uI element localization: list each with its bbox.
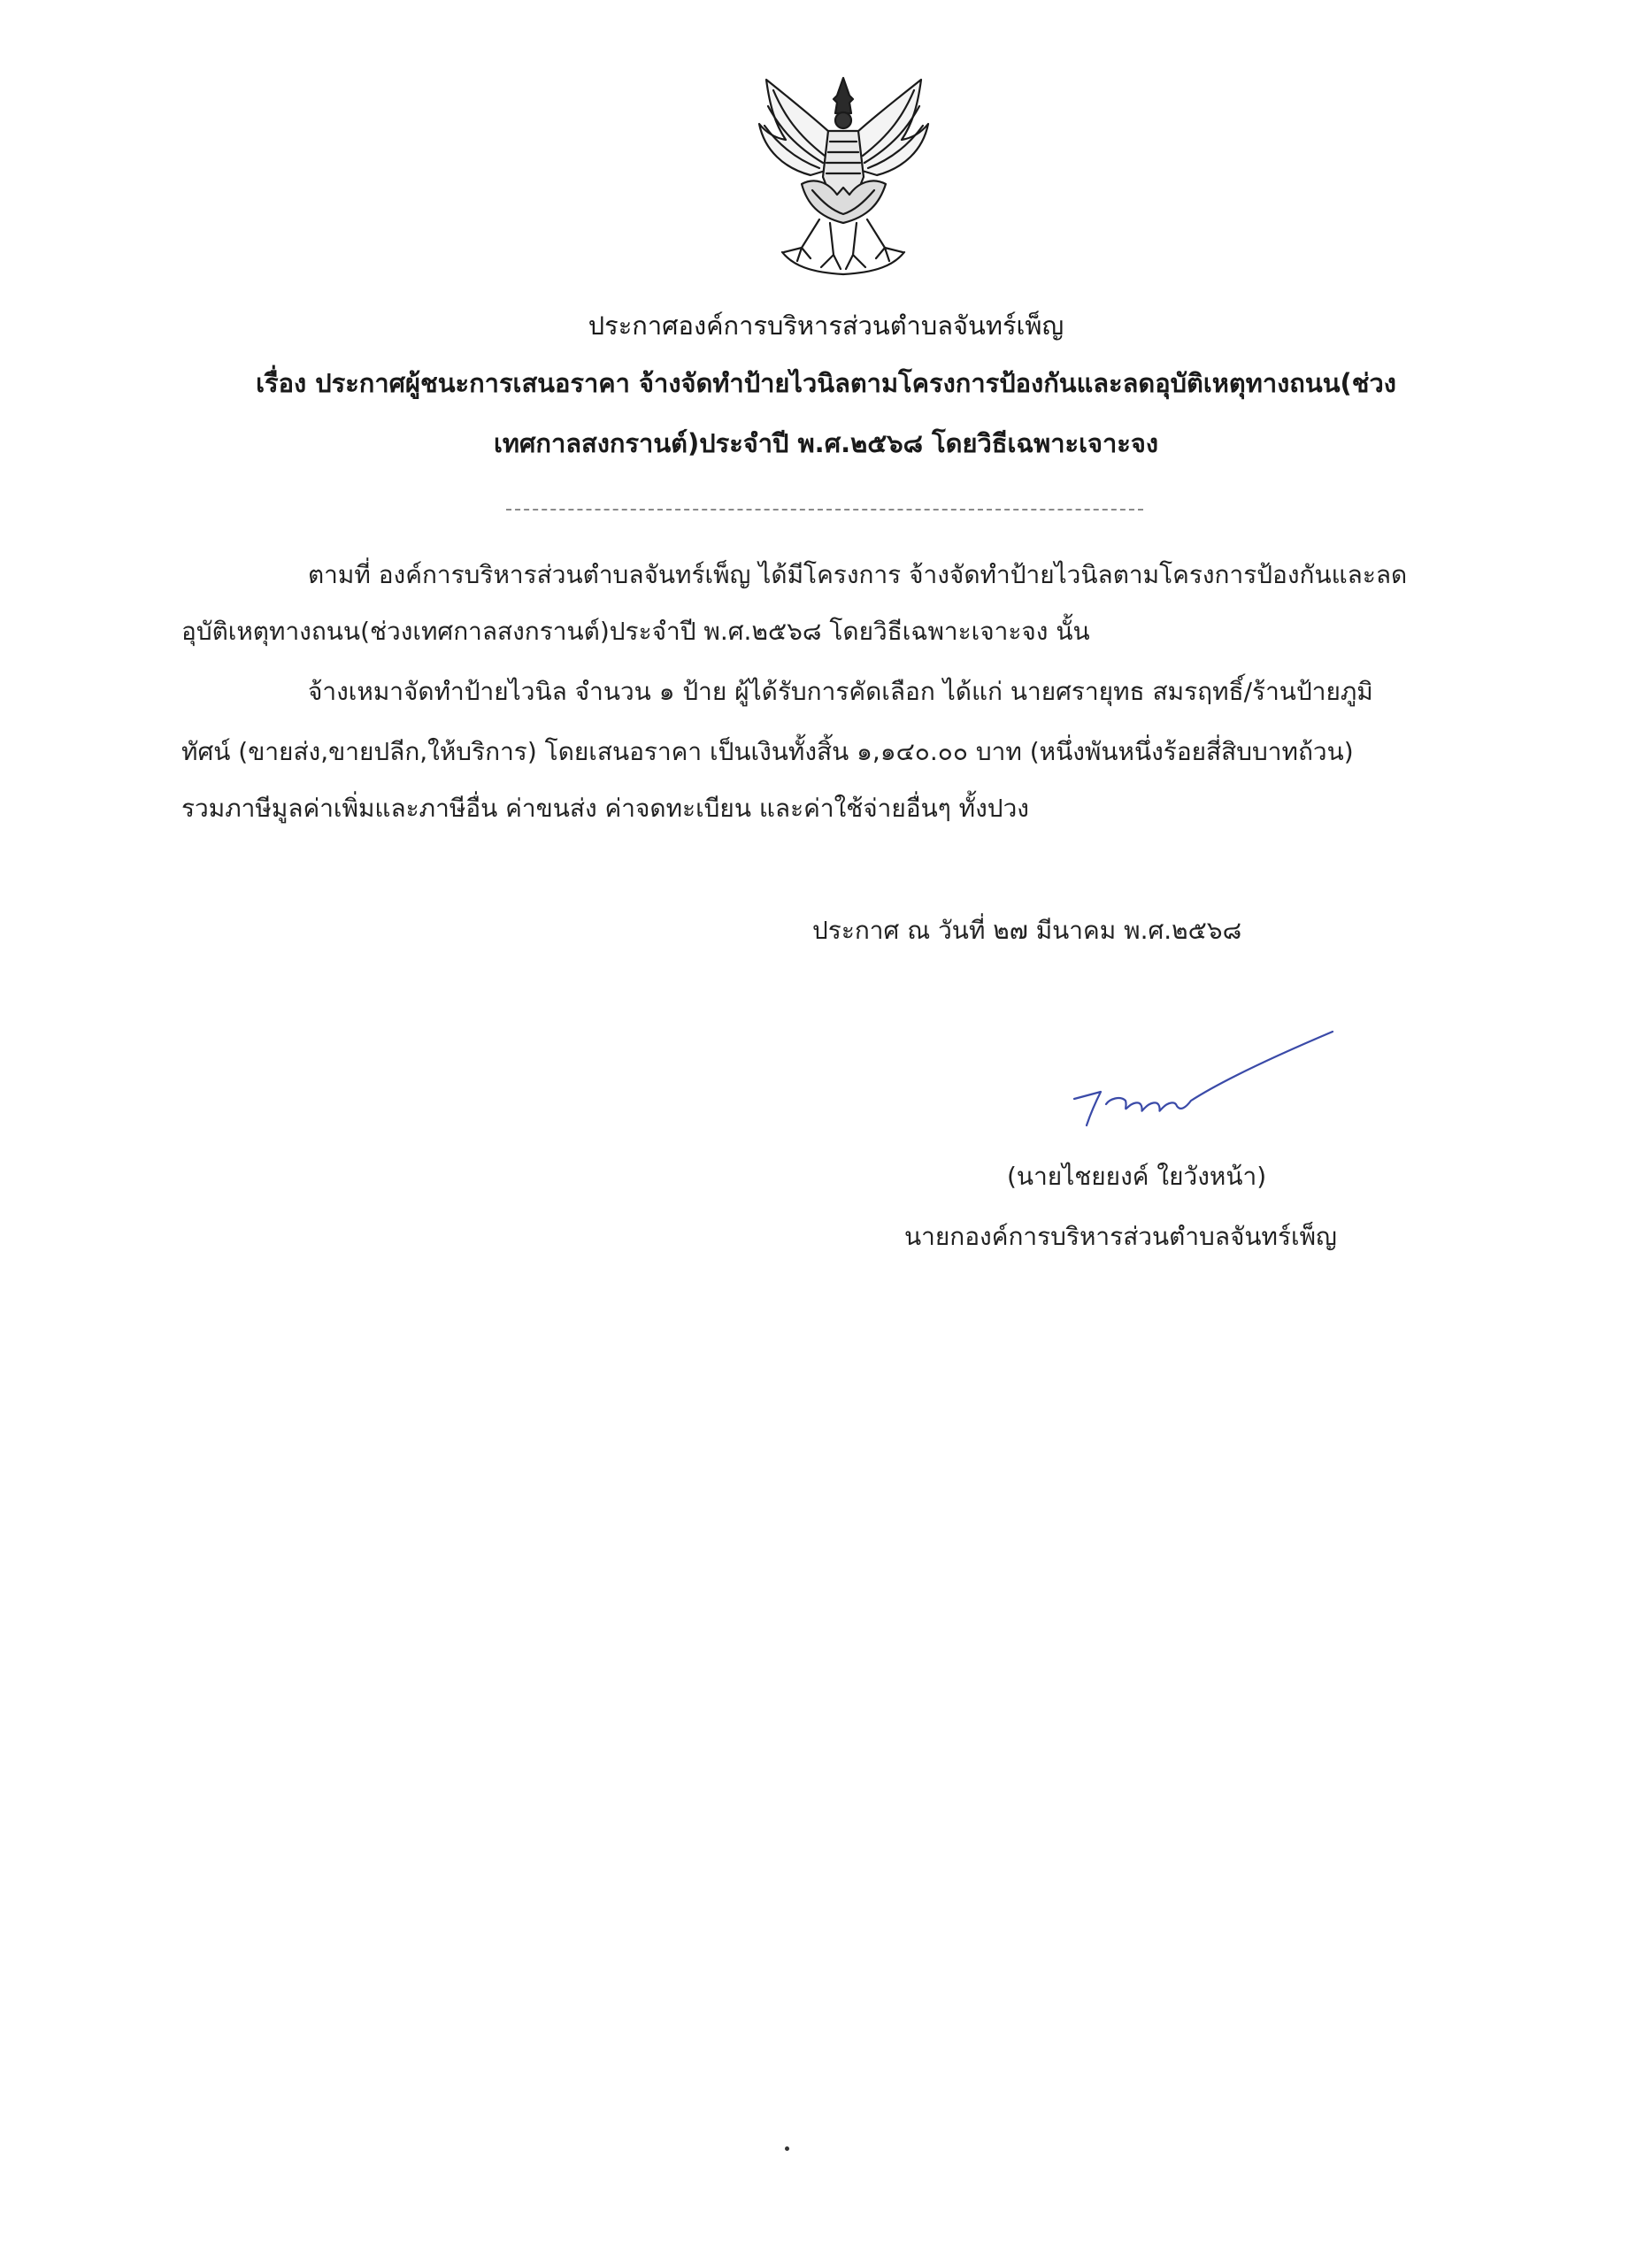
signer-title: นายกองค์การบริหารส่วนตำบลจันทร์เพ็ญ (904, 1222, 1337, 1251)
para2-line2: ทัศน์ (ขายส่ง,ขายปลีก,ให้บริการ) โดยเสนอราคา เป็นเงินทั้งสิ้น ๑,๑๔๐.๐๐ บาท (หนึ่งพันหนึ่งร้อยสี่สิบบาทถ้วน) (181, 737, 1354, 766)
announce-date: ประกาศ ณ วันที่ ๒๗ มีนาคม พ.ศ.๒๕๖๘ (812, 916, 1242, 945)
para1-line1: ตามที่ องค์การบริหารส่วนตำบลจันทร์เพ็ญ ได้มีโครงการ จ้างจัดทำป้ายไวนิลตามโครงการป้องกันและลด (308, 560, 1408, 589)
garuda-emblem-icon (749, 71, 939, 279)
signer-name: (นายไชยยงค์ ใยวังหน้า) (1007, 1162, 1267, 1191)
para2-line3: รวมภาษีมูลค่าเพิ่มและภาษีอื่น ค่าขนส่ง ค่าจดทะเบียน และค่าใช้จ่ายอื่นๆ ทั้งปวง (181, 794, 1029, 823)
announcement-title: ประกาศองค์การบริหารส่วนตำบลจันทร์เพ็ญ (588, 311, 1064, 341)
para1-line2: อุบัติเหตุทางถนน(ช่วงเทศกาลสงกรานต์)ประจำปี พ.ศ.๒๕๖๘ โดยวิธีเฉพาะเจาะจง นั้น (181, 617, 1090, 646)
para2-line1: จ้างเหมาจัดทำป้ายไวนิล จำนวน ๑ ป้าย ผู้ได้รับการคัดเลือก ได้แก่ นายศรายุทธ สมรฤทธิ์/ร้านป้ายภูมิ (308, 677, 1373, 706)
signature (1071, 1026, 1336, 1132)
subject-line-2: เทศกาลสงกรานต์)ประจำปี พ.ศ.๒๕๖๘ โดยวิธีเฉพาะเจาะจง (493, 428, 1159, 458)
scan-speck (785, 2146, 789, 2151)
dashed-divider (506, 509, 1143, 511)
subject-line-1: เรื่อง ประกาศผู้ชนะการเสนอราคา จ้างจัดทำป้ายไวนิลตามโครงการป้องกันและลดอุบัติเหตุทางถนน(ช่วง (256, 368, 1396, 398)
